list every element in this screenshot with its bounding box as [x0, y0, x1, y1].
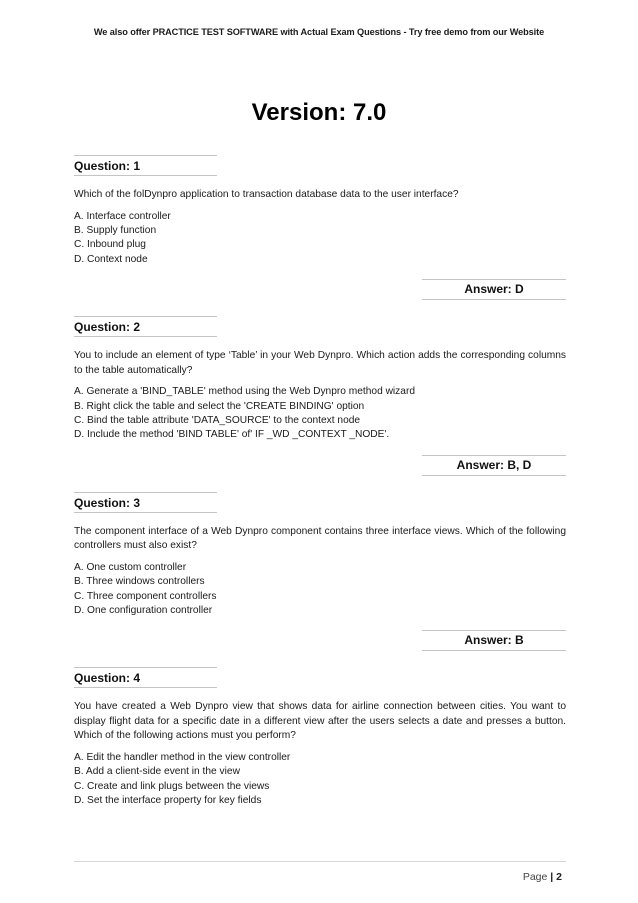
questions-container — [74, 155, 566, 809]
option-item: A. Edit the handler method in the view controller — [74, 751, 291, 763]
option-item: A. Generate a 'BIND_TABLE' method using the Web Dynpro method wizard — [74, 386, 416, 398]
option-item: D. Context node — [74, 253, 148, 265]
answer-label: Answer: D — [422, 279, 566, 300]
option-item: C. Create and link plugs between the views — [74, 780, 270, 792]
option-list — [74, 210, 566, 268]
question-label: Question: 1 — [74, 155, 217, 176]
footer-divider — [74, 861, 566, 862]
page-separator: | — [550, 871, 554, 883]
answer-label: Answer: B — [422, 630, 566, 651]
question-label: Question: 4 — [74, 667, 217, 688]
option-item: A. Interface controller — [74, 210, 171, 222]
question-block — [74, 667, 566, 808]
question-text: You have created a Web Dynpro view that shows data for airline connection between cities. You want to display flight data for a specific date in a different view after the users selects a date and presses a button. Which of the following actions must you perform? — [74, 701, 566, 742]
question-label: Question: 2 — [74, 316, 217, 337]
answer-label: Answer: B, D — [422, 455, 566, 476]
option-item: C. Bind the table attribute 'DATA_SOURCE' to the context node — [74, 414, 361, 426]
version-title: Version: 7.0 — [251, 99, 387, 126]
option-item: D. Set the interface property for key fields — [74, 795, 262, 807]
option-item: B. Three windows controllers — [74, 576, 205, 588]
option-item: B. Add a client-side event in the view — [74, 766, 240, 778]
question-block — [74, 492, 566, 652]
option-item: A. One custom controller — [74, 561, 187, 573]
option-item: C. Three component controllers — [74, 590, 217, 602]
option-list — [74, 561, 566, 619]
question-block — [74, 316, 566, 476]
page-footer — [74, 861, 566, 901]
option-list — [74, 385, 566, 443]
option-item: D. One configuration controller — [74, 604, 213, 616]
page-number: 2 — [556, 871, 562, 883]
question-text: The component interface of a Web Dynpro component contains three interface views. Which of the following controllers must also exist? — [74, 525, 566, 552]
option-list — [74, 751, 566, 809]
page-word: Page — [522, 871, 548, 883]
question-label: Question: 3 — [74, 492, 217, 513]
option-item: B. Supply function — [74, 224, 157, 236]
option-item: C. Inbound plug — [74, 239, 146, 251]
question-text: You to include an element of type ‘Table’ in your Web Dynpro. Which action adds the corresponding columns to the table automatically? — [74, 350, 566, 376]
option-item: D. Include the method 'BIND TABLE' of' IF _WD _CONTEXT _NODE'. — [74, 429, 390, 441]
page-number-label — [523, 871, 562, 883]
option-item: B. Right click the table and select the 'CREATE BINDING' option — [74, 400, 365, 412]
question-block — [74, 155, 566, 300]
question-text: Which of the folDynpro application to transaction database data to the user interface? — [74, 189, 459, 200]
header-note: We also offer PRACTICE TEST SOFTWARE with Actual Exam Questions - Try free demo from our Website — [93, 27, 545, 37]
